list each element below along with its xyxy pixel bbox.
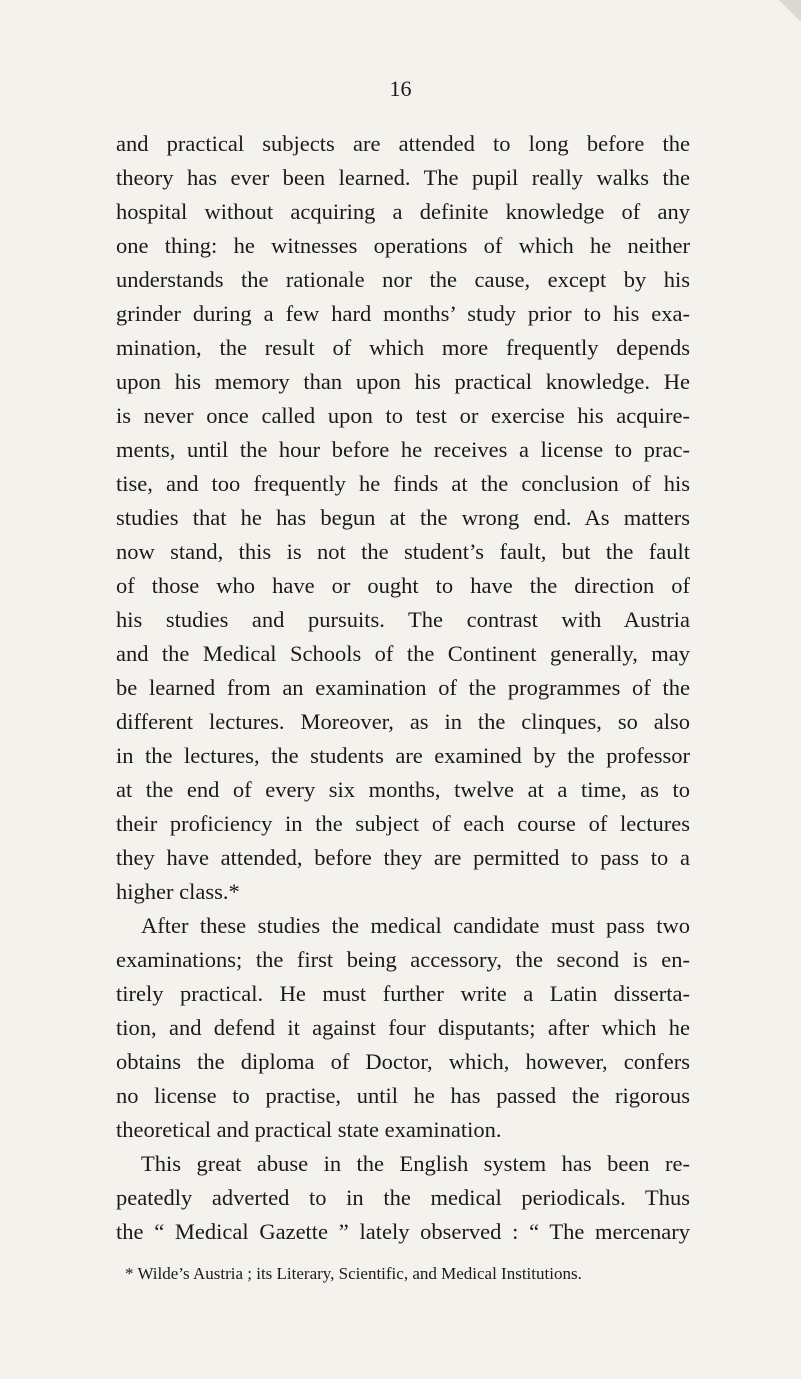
text-line: mination, the result of which more frequently depends xyxy=(116,335,690,360)
text-line: his studies and pursuits. The contrast with Austria xyxy=(116,607,690,632)
text-line: After these studies the medical candidate must pass two xyxy=(141,913,690,938)
text-line: theoretical and practical state examination. xyxy=(116,1117,502,1142)
text-line: and practical subjects are attended to long before the xyxy=(116,131,690,156)
text-line: the “ Medical Gazette ” lately observed : “ The mercenary xyxy=(116,1219,690,1244)
text-line: higher class.* xyxy=(116,879,240,904)
text-line: tise, and too frequently he finds at the conclusion of his xyxy=(116,471,690,496)
text-line: different lectures. Moreover, as in the clinques, so also xyxy=(116,709,690,734)
text-line: obtains the diploma of Doctor, which, however, confers xyxy=(116,1049,690,1074)
text-line: is never once called upon to test or exercise his acquire- xyxy=(116,403,690,428)
text-line: hospital without acquiring a definite knowledge of any xyxy=(116,199,690,224)
page-number: 16 xyxy=(389,76,412,101)
text-line: their proficiency in the subject of each course of lectures xyxy=(116,811,690,836)
text-line: and the Medical Schools of the Continent generally, may xyxy=(116,641,690,666)
text-line: studies that he has begun at the wrong end. As matters xyxy=(116,505,690,530)
footnote: * Wilde’s Austria ; its Literary, Scientific, and Medical Institutions. xyxy=(125,1264,582,1283)
page-fold-corner xyxy=(779,0,801,22)
text-line: now stand, this is not the student’s fault, but the fault xyxy=(116,539,690,564)
text-line: at the end of every six months, twelve at a time, as to xyxy=(116,777,690,802)
text-line: no license to practise, until he has passed the rigorous xyxy=(116,1083,690,1108)
text-line: grinder during a few hard months’ study prior to his exa- xyxy=(116,301,690,326)
text-line: understands the rationale nor the cause, except by his xyxy=(116,267,690,292)
text-line: of those who have or ought to have the direction of xyxy=(116,573,690,598)
text-line: one thing: he witnesses operations of which he neither xyxy=(116,233,690,258)
text-line: in the lectures, the students are examined by the professor xyxy=(116,743,690,768)
text-line: tirely practical. He must further write a Latin disserta- xyxy=(116,981,690,1006)
text-line: examinations; the first being accessory, the second is en- xyxy=(116,947,690,972)
text-line: be learned from an examination of the programmes of the xyxy=(116,675,690,700)
text-line: theory has ever been learned. The pupil really walks the xyxy=(116,165,690,190)
text-line: upon his memory than upon his practical knowledge. He xyxy=(116,369,690,394)
text-line: ments, until the hour before he receives a license to prac- xyxy=(116,437,690,462)
text-line: they have attended, before they are permitted to pass to a xyxy=(116,845,690,870)
text-line: peatedly adverted to in the medical periodicals. Thus xyxy=(116,1185,690,1210)
text-line: This great abuse in the English system has been re- xyxy=(141,1151,690,1176)
text-line: tion, and defend it against four disputants; after which he xyxy=(116,1015,690,1040)
